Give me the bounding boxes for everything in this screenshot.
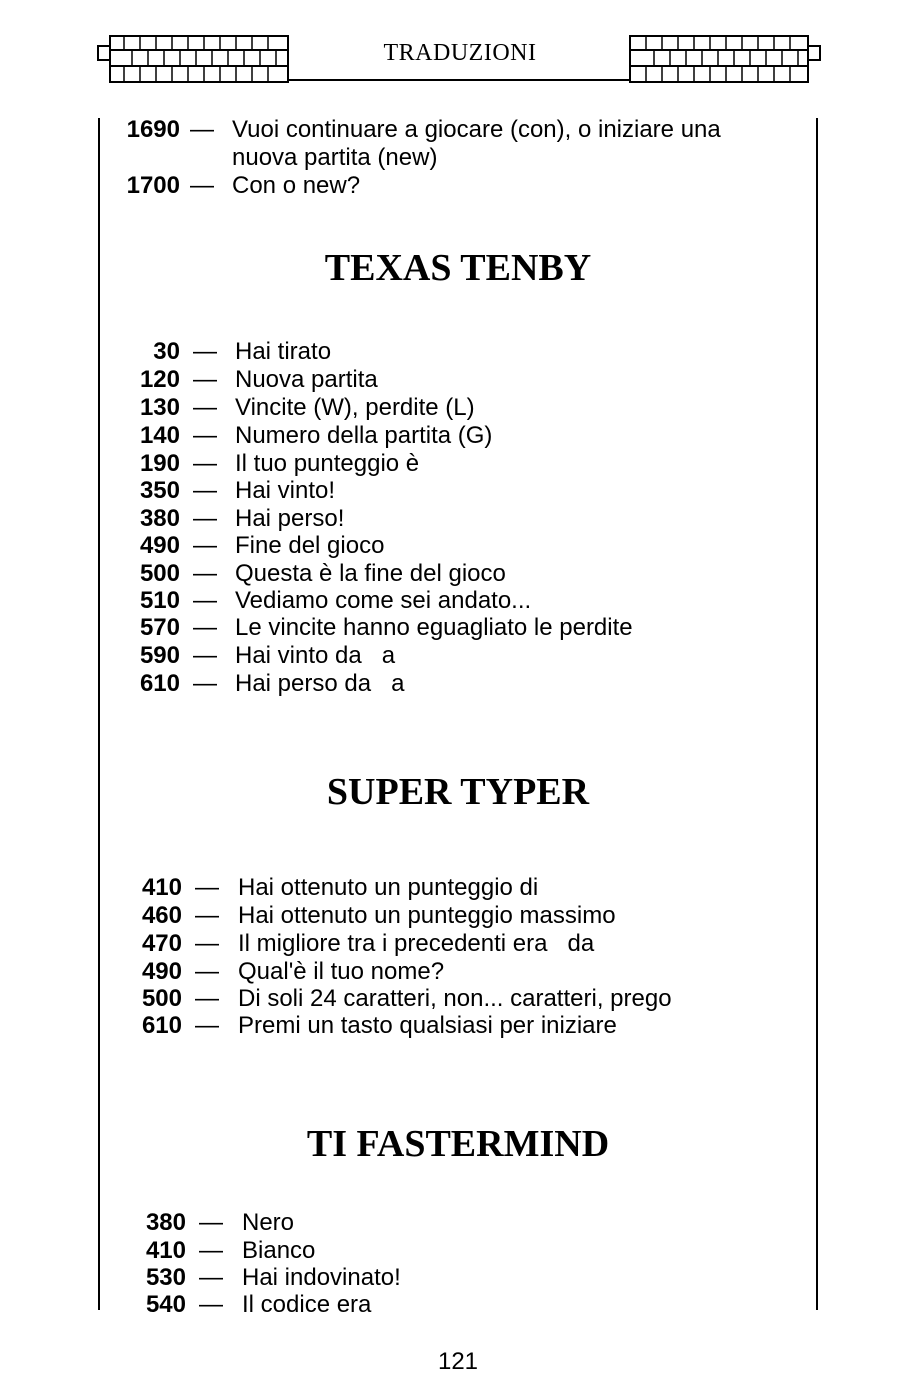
page-header <box>0 0 916 90</box>
dash: — <box>193 394 217 421</box>
section-title-texas-tenby: TEXAS TENBY <box>324 247 592 289</box>
dash: — <box>193 532 217 559</box>
translation-text: Di soli 24 caratteri, non... caratteri, prego <box>238 985 672 1012</box>
dash: — <box>195 930 219 957</box>
translation-text: Hai vinto! <box>235 477 336 504</box>
line-number: 130 <box>139 394 180 421</box>
translation-text: Questa è la fine del gioco <box>235 560 506 587</box>
dash: — <box>193 614 217 641</box>
translation-text: Nuova partita <box>235 366 378 393</box>
translation-text: Il tuo punteggio è <box>235 450 420 477</box>
dash: — <box>193 560 217 587</box>
translation-text: Con o new? <box>232 172 361 199</box>
line-number: 610 <box>141 1012 182 1039</box>
dash: — <box>190 172 214 199</box>
line-number: 30 <box>153 338 180 365</box>
dash: — <box>193 338 217 365</box>
page-number: 121 <box>437 1348 479 1375</box>
line-number: 500 <box>139 560 180 587</box>
translation-text: Il codice era <box>242 1291 372 1318</box>
line-number: 380 <box>145 1209 186 1236</box>
line-number: 540 <box>145 1291 186 1318</box>
dash: — <box>193 505 217 532</box>
translation-text-continued: nuova partita (new) <box>232 144 438 171</box>
line-number: 500 <box>141 985 182 1012</box>
line-number: 410 <box>141 874 182 901</box>
translation-text: Hai ottenuto un punteggio di <box>238 874 539 901</box>
translation-text: Hai indovinato! <box>242 1264 401 1291</box>
line-number: 140 <box>139 422 180 449</box>
line-number: 460 <box>141 902 182 929</box>
translation-text: Qual'è il tuo nome? <box>238 958 445 985</box>
section-title-super-typer: SUPER TYPER <box>326 771 590 813</box>
section-title-ti-fastermind: TI FASTERMIND <box>306 1123 610 1165</box>
dash: — <box>199 1237 223 1264</box>
dash: — <box>195 958 219 985</box>
translation-text: Le vincite hanno eguagliato le perdite <box>235 614 633 641</box>
line-number: 590 <box>139 642 180 669</box>
translation-text: Vuoi continuare a giocare (con), o iniziare una <box>232 116 721 143</box>
header-title: TRADUZIONI <box>383 40 537 66</box>
translation-text: Bianco <box>242 1237 316 1264</box>
dash: — <box>193 450 217 477</box>
line-number: 1690 <box>126 116 180 143</box>
dash: — <box>193 587 217 614</box>
line-number: 490 <box>139 532 180 559</box>
translation-text: Hai perso! <box>235 505 345 532</box>
line-number: 410 <box>145 1237 186 1264</box>
dash: — <box>193 642 217 669</box>
line-number: 610 <box>139 670 180 697</box>
translation-text: Hai ottenuto un punteggio massimo <box>238 902 616 929</box>
translation-text: Hai perso da a <box>235 670 405 697</box>
dash: — <box>195 1012 219 1039</box>
line-number: 510 <box>139 587 180 614</box>
translation-text: Premi un tasto qualsiasi per iniziare <box>238 1012 617 1039</box>
translation-text: Il migliore tra i precedenti era da <box>238 930 595 957</box>
dash: — <box>199 1291 223 1318</box>
dash: — <box>193 366 217 393</box>
dash: — <box>195 985 219 1012</box>
translation-text: Vediamo come sei andato... <box>235 587 532 614</box>
translation-text: Fine del gioco <box>235 532 385 559</box>
line-number: 190 <box>139 450 180 477</box>
translation-text: Numero della partita (G) <box>235 422 493 449</box>
dash: — <box>193 477 217 504</box>
dash: — <box>195 902 219 929</box>
line-number: 530 <box>145 1264 186 1291</box>
dash: — <box>193 670 217 697</box>
translation-text: Vincite (W), perdite (L) <box>235 394 475 421</box>
translation-text: Nero <box>242 1209 295 1236</box>
entry-1690 <box>0 116 916 172</box>
dash: — <box>190 116 214 143</box>
line-number: 1700 <box>126 172 180 199</box>
dash: — <box>195 874 219 901</box>
dash: — <box>199 1264 223 1291</box>
line-number: 470 <box>141 930 182 957</box>
line-number: 350 <box>139 477 180 504</box>
line-number: 120 <box>139 366 180 393</box>
dash: — <box>193 422 217 449</box>
line-number: 380 <box>139 505 180 532</box>
line-number: 490 <box>141 958 182 985</box>
line-number: 570 <box>139 614 180 641</box>
translation-text: Hai vinto da a <box>235 642 396 669</box>
translation-text: Hai tirato <box>235 338 332 365</box>
dash: — <box>199 1209 223 1236</box>
